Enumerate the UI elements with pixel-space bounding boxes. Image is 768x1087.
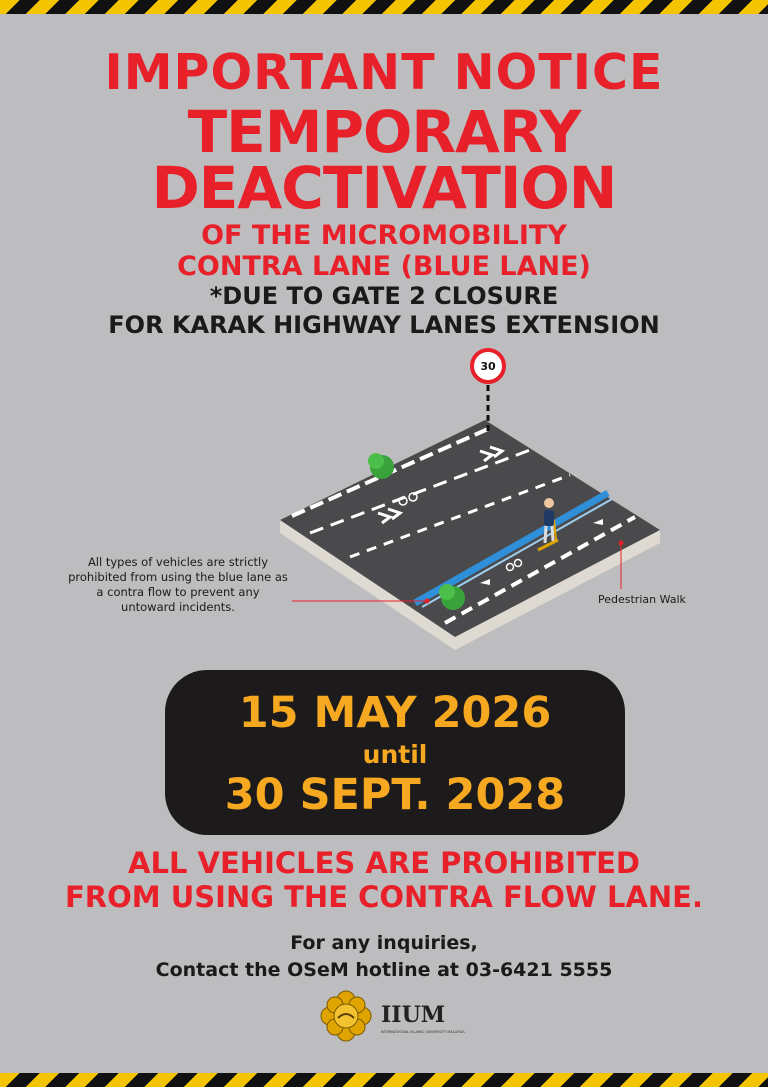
annotation-pedestrian-walk: Pedestrian Walk: [598, 593, 686, 606]
notice-title: IMPORTANT NOTICE: [104, 44, 664, 101]
reason: [0, 282, 768, 340]
date-range-box: [165, 670, 625, 835]
warning-line1: ALL VEHICLES ARE PROHIBITED: [128, 846, 640, 880]
subheadline: [0, 220, 768, 282]
logo-text: IIUM: [381, 1002, 446, 1028]
iium-emblem-icon: [318, 988, 374, 1044]
headline: [0, 98, 768, 222]
headline-line2: DEACTIVATION: [151, 154, 617, 222]
reason-line1: *DUE TO GATE 2 CLOSURE: [209, 282, 559, 310]
speed-limit-value: 30: [480, 360, 496, 373]
headline-line1: TEMPORARY: [187, 98, 581, 166]
contact-line1: For any inquiries,: [290, 932, 478, 954]
subheadline-line2: CONTRA LANE (BLUE LANE): [177, 251, 591, 282]
hazard-stripe-bottom: [0, 1073, 768, 1087]
prohibition-warning: [0, 846, 768, 914]
hazard-stripe-top: [0, 0, 768, 14]
iium-logo: [318, 988, 465, 1048]
contact-hotline: Contact the OSeM hotline at 03-6421 5555: [155, 959, 613, 981]
reason-line2: FOR KARAK HIGHWAY LANES EXTENSION: [108, 311, 660, 339]
annotation-dot-right: [619, 541, 624, 546]
start-date: 15 MAY 2026: [238, 688, 552, 738]
date-connector: until: [362, 740, 428, 769]
contact-info: [0, 930, 768, 984]
logo-subtext: INTERNATIONAL ISLAMIC UNIVERSITY MALAYSIA: [381, 1030, 465, 1034]
annotation-vehicles-prohibited: All types of vehicles are strictly prohibited from using the blue lane as a contra flow to prevent any untoward incidents.: [68, 555, 288, 614]
annotation-dot-left: [425, 599, 430, 604]
end-date: 30 SEPT. 2028: [224, 770, 566, 820]
road-illustration: [60, 345, 740, 665]
subheadline-line1: OF THE MICROMOBILITY: [201, 220, 567, 251]
warning-line2: FROM USING THE CONTRA FLOW LANE.: [65, 880, 703, 914]
